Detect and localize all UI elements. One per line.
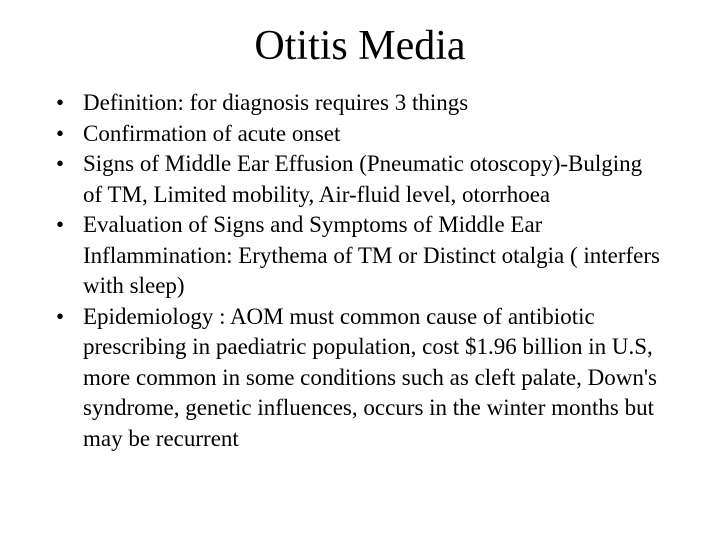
bullet-text: Confirmation of acute onset bbox=[83, 120, 341, 146]
bullet-list bbox=[56, 88, 666, 454]
bullet-text: Epidemiology : AOM must common cause of antibiotic prescribing in paediatric population, cost $1.96 billion in U.S, more common in some conditions such as cleft palate, Down's syndrome, genetic influences, occurs in the winter months but may be recurrent bbox=[83, 303, 657, 451]
bullet-item bbox=[56, 302, 666, 455]
slide-title: Otitis Media bbox=[254, 23, 466, 69]
bullet-text: Definition: for diagnosis requires 3 things bbox=[83, 90, 469, 115]
bullet-dot-icon: • bbox=[56, 212, 65, 237]
bullet-item bbox=[56, 149, 666, 210]
bullet-dot-icon: • bbox=[56, 303, 65, 329]
bullet-dot-icon: • bbox=[56, 151, 65, 176]
bullet-item bbox=[56, 88, 666, 119]
bullet-item bbox=[56, 210, 666, 302]
bullet-item bbox=[56, 119, 666, 150]
bullet-dot-icon: • bbox=[56, 120, 65, 146]
bullet-dot-icon: • bbox=[56, 90, 65, 115]
bullet-text: Signs of Middle Ear Effusion (Pneumatic otoscopy)-Bulging of TM, Limited mobility, Air-fluid level, otorrhoea bbox=[83, 151, 643, 207]
bullet-text: Evaluation of Signs and Symptoms of Middle Ear Inflammination: Erythema of TM or Distinct otalgia ( interfers with sleep) bbox=[83, 212, 660, 298]
